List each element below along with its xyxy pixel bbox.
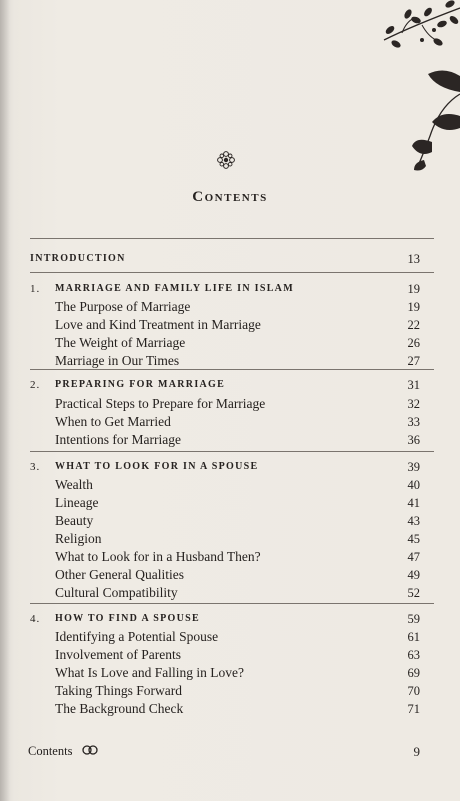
- toc-entry: [0, 530, 460, 548]
- chapter-number: 2.: [30, 379, 41, 391]
- leaves-icon: [410, 66, 460, 176]
- divider: [30, 272, 434, 273]
- entry-title: Love and Kind Treatment in Marriage: [55, 317, 261, 332]
- toc-entry: [0, 700, 460, 718]
- toc-entry: [0, 512, 460, 530]
- entry-title: Taking Things Forward: [55, 683, 183, 698]
- entry-title: HOW TO FIND A SPOUSE: [55, 613, 200, 624]
- entry-page: 19: [407, 282, 420, 296]
- entry-title: Beauty: [55, 513, 94, 528]
- entry-title: PREPARING FOR MARRIAGE: [55, 379, 226, 390]
- entry-page: 69: [407, 666, 420, 680]
- toc-entry: [0, 494, 460, 512]
- entry-title: Wealth: [55, 477, 93, 492]
- entry-page: 27: [407, 354, 420, 368]
- entry-page: 61: [407, 630, 420, 644]
- page-title: Contents: [192, 189, 268, 205]
- divider: [30, 603, 434, 604]
- toc-entry: [0, 548, 460, 566]
- entry-title: Other General Qualities: [55, 567, 184, 582]
- entry-title: Practical Steps to Prepare for Marriage: [55, 396, 266, 411]
- entry-page: 19: [407, 300, 420, 314]
- entry-title: Intentions for Marriage: [55, 432, 181, 447]
- toc-entry: [0, 628, 460, 646]
- page-number: 9: [413, 744, 420, 759]
- entry-page: 36: [407, 433, 420, 447]
- toc-entry: [0, 431, 460, 449]
- entry-title: When to Get Married: [55, 414, 171, 429]
- footer-label: Contents: [28, 744, 73, 758]
- infinity-knot-icon: [82, 744, 98, 756]
- entry-title: MARRIAGE AND FAMILY LIFE IN ISLAM: [55, 283, 294, 294]
- chapter-number: 1.: [30, 283, 41, 295]
- entry-title: Identifying a Potential Spouse: [55, 629, 219, 644]
- entry-page: 59: [407, 612, 420, 626]
- toc-entry: [0, 352, 460, 370]
- entry-title: INTRODUCTION: [30, 253, 126, 264]
- leaf-branch-icon: [382, 0, 460, 62]
- entry-title: Cultural Compatibility: [55, 585, 178, 600]
- entry-title: The Purpose of Marriage: [55, 299, 191, 314]
- entry-page: 63: [407, 648, 420, 662]
- toc-chapter: [0, 458, 460, 476]
- toc-entry: [0, 664, 460, 682]
- entry-page: 70: [407, 684, 420, 698]
- entry-page: 40: [407, 478, 420, 492]
- entry-page: 49: [407, 568, 420, 582]
- toc-entry: [0, 584, 460, 602]
- toc-entry: [0, 298, 460, 316]
- entry-page: 71: [407, 702, 420, 716]
- toc-entry: [0, 413, 460, 431]
- entry-title: Lineage: [55, 495, 99, 510]
- toc-entry: [0, 334, 460, 352]
- entry-page: 43: [407, 514, 420, 528]
- toc-chapter: [0, 610, 460, 628]
- floral-ornament-icon: [217, 151, 235, 169]
- entry-page: 47: [407, 550, 420, 564]
- toc-chapter: [0, 376, 460, 394]
- chapter-number: 4.: [30, 613, 41, 625]
- entry-title: Marriage in Our Times: [55, 353, 180, 368]
- divider: [30, 451, 434, 452]
- entry-title: The Weight of Marriage: [55, 335, 186, 350]
- entry-page: 31: [407, 378, 420, 392]
- entry-title: WHAT TO LOOK FOR IN A SPOUSE: [55, 461, 259, 472]
- toc-entry: [0, 476, 460, 494]
- entry-page: 26: [407, 336, 420, 350]
- entry-page: 45: [407, 532, 420, 546]
- entry-title: Involvement of Parents: [55, 647, 181, 662]
- entry-page: 32: [407, 397, 420, 411]
- toc-entry: [0, 395, 460, 413]
- entry-title: What Is Love and Falling in Love?: [55, 665, 244, 680]
- divider: [30, 238, 434, 239]
- toc-entry: [0, 682, 460, 700]
- entry-page: 33: [407, 415, 420, 429]
- toc-intro: [0, 250, 460, 268]
- entry-page: 52: [407, 586, 420, 600]
- entry-title: What to Look for in a Husband Then?: [55, 549, 261, 564]
- chapter-number: 3.: [30, 461, 41, 473]
- entry-page: 22: [407, 318, 420, 332]
- toc-entry: [0, 646, 460, 664]
- entry-title: Religion: [55, 531, 102, 546]
- toc-entry: [0, 566, 460, 584]
- entry-title: The Background Check: [55, 701, 184, 716]
- entry-page: 13: [407, 252, 420, 266]
- entry-page: 41: [407, 496, 420, 510]
- entry-page: 39: [407, 460, 420, 474]
- toc-entry: [0, 316, 460, 334]
- toc-chapter: [0, 280, 460, 298]
